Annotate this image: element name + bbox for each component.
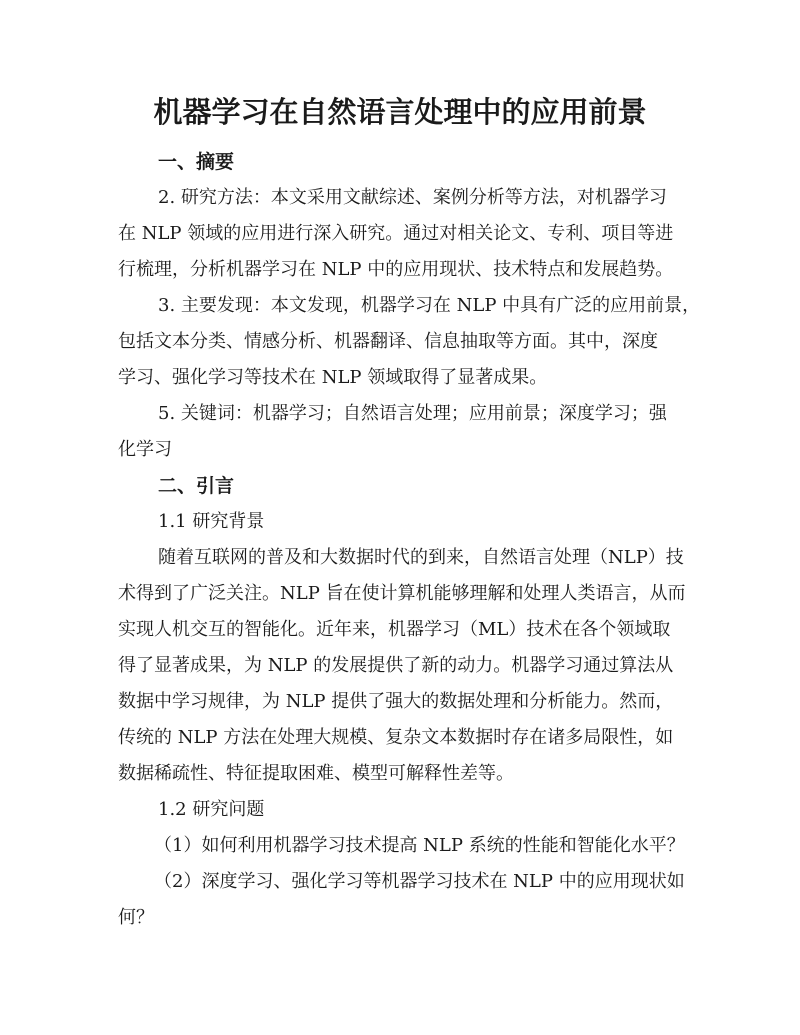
- subsection-heading: 1.2 研究问题: [158, 799, 265, 820]
- paragraph-line: 包括文本分类、情感分析、机器翻译、信息抽取等方面。其中，深度: [118, 331, 658, 352]
- paragraph-line: 随着互联网的普及和大数据时代的到来，自然语言处理（NLP）技: [158, 547, 684, 568]
- question-line: （1）如何利用机器学习技术提高 NLP 系统的性能和智能化水平？: [154, 835, 685, 856]
- paragraph-line: 在 NLP 领域的应用进行深入研究。通过对相关论文、专利、项目等进: [118, 223, 674, 244]
- question-line: 何？: [118, 907, 154, 928]
- paragraph-line: 数据稀疏性、特征提取困难、模型可解释性差等。: [118, 763, 514, 784]
- question-line: （2）深度学习、强化学习等机器学习技术在 NLP 中的应用现状如: [154, 871, 685, 892]
- paragraph-line: 得了显著成果，为 NLP 的发展提供了新的动力。机器学习通过算法从: [118, 655, 674, 676]
- paragraph-line: 化学习: [118, 439, 172, 460]
- paragraph-line: 数据中学习规律，为 NLP 提供了强大的数据处理和分析能力。然而，: [118, 691, 674, 712]
- document-title: 机器学习在自然语言处理中的应用前景: [153, 95, 647, 129]
- paragraph-line: 实现人机交互的智能化。近年来，机器学习（ML）技术在各个领域取: [118, 619, 671, 640]
- paragraph-line: 2. 研究方法：本文采用文献综述、案例分析等方法，对机器学习: [158, 187, 667, 208]
- paragraph-line: 术得到了广泛关注。NLP 旨在使计算机能够理解和处理人类语言，从而: [118, 583, 686, 604]
- section-heading-abstract: 一、摘要: [158, 151, 235, 173]
- paragraph-line: 行梳理，分析机器学习在 NLP 中的应用现状、技术特点和发展趋势。: [118, 259, 674, 280]
- paragraph-line: 传统的 NLP 方法在处理大规模、复杂文本数据时存在诸多局限性，如: [118, 727, 674, 748]
- paragraph-line: 学习、强化学习等技术在 NLP 领域取得了显著成果。: [118, 367, 548, 388]
- section-heading-introduction: 二、引言: [158, 475, 235, 497]
- subsection-heading: 1.1 研究背景: [158, 511, 265, 532]
- paragraph-line: 3. 主要发现：本文发现，机器学习在 NLP 中具有广泛的应用前景，: [158, 295, 701, 316]
- paragraph-line: 5. 关键词：机器学习；自然语言处理；应用前景；深度学习；强: [158, 403, 667, 424]
